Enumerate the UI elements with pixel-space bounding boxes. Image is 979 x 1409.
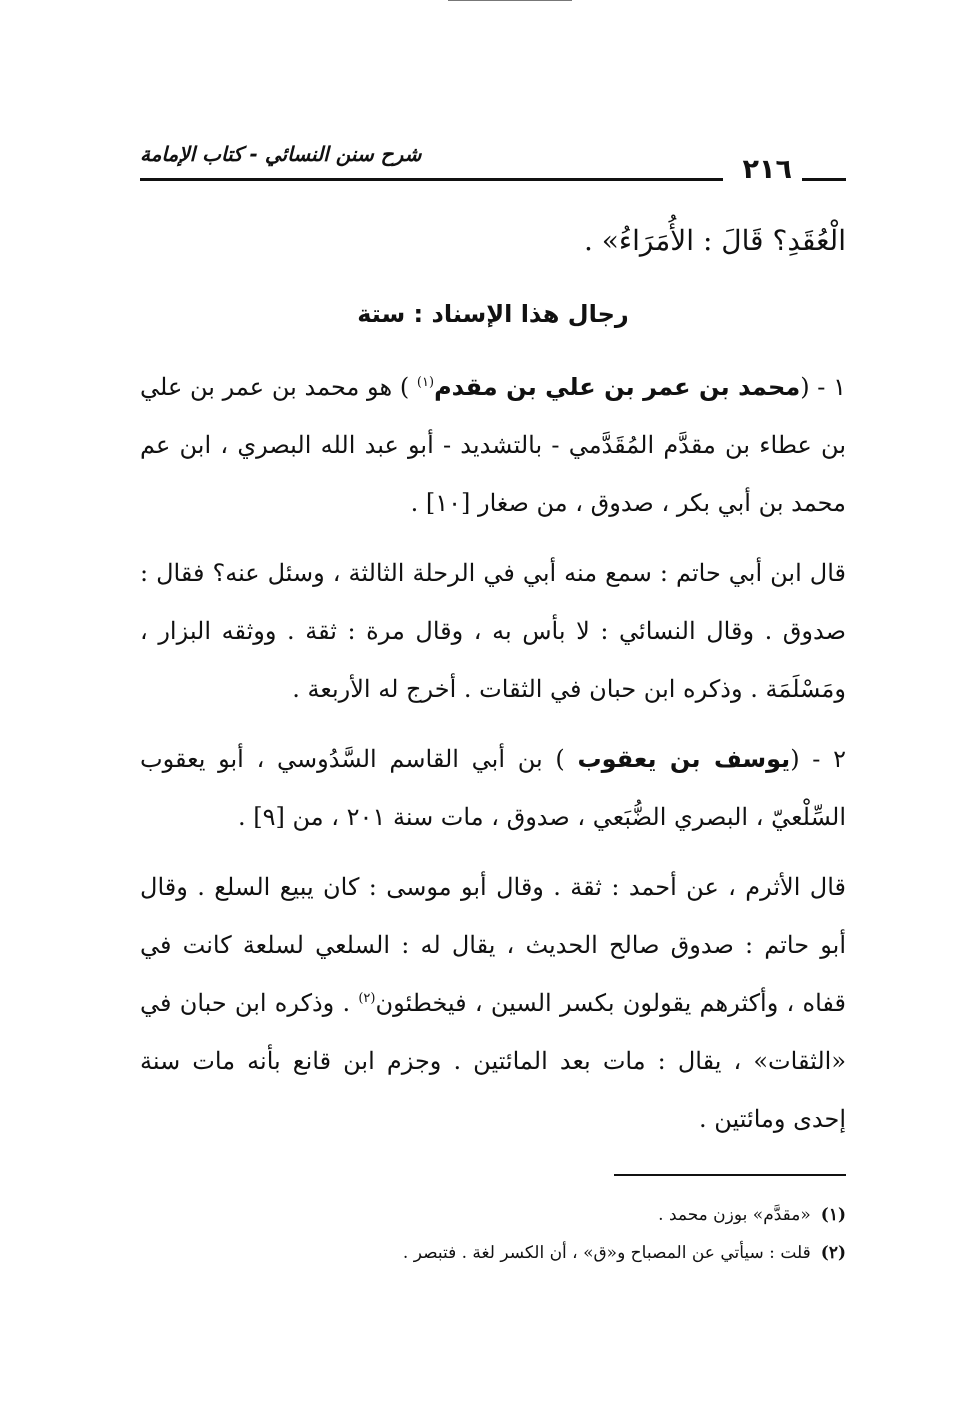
header-rule [140, 178, 723, 181]
footnote-text: «مقدَّم» بوزن محمد . [658, 1205, 811, 1225]
narrator-entry-1 [140, 358, 846, 532]
entry-text: ) هو محمد بن عمر بن علي بن عطاء بن مقدَّم المُقَدَّمي - بالتشديد - أبو عبد الله البصري ، ابن عم محمد بن أبي بكر ، صدوق ، من صغار [١٠] . [140, 373, 846, 517]
narrator-entry-1-grading: قال ابن أبي حاتم : سمع منه أبي في الرحلة الثالثة ، وسئل عنه؟ فقال : صدوق . وقال النسائي : لا بأس به ، وقال مرة : ثقة . ووثقه البزار ، ومَسْلَمَة . وذكره ابن حبان في الثقات . أخرج له الأربعة . [140, 559, 846, 703]
entry-text: قال الأثرم ، عن أحمد : ثقة . وقال أبو موسى : كان يبيع السلع . وقال أبو حاتم : صدوق صالح الحديث ، يقال له : السلعي لسلعة كانت في قفاه ، وأكثرهم يقولون بكسر السين ، فيخطئون [140, 873, 846, 1017]
entry-text: ) بن أبي القاسم السَّدُوسي ، أبو يعقوب السِّلْعيّ ، البصري الضُّبَعي ، صدوق ، مات سنة ٢٠١ ، من [٩] . [140, 745, 846, 831]
top-edge-rule [448, 0, 572, 1]
continuation-line: الْعُقَدِ؟ قَالَ : الأُمَرَاءُ» . [583, 224, 846, 257]
narrator-entry-2 [140, 730, 846, 846]
footnote-2 [140, 1234, 846, 1272]
entry-number: ٢ - ( [790, 745, 846, 773]
page-header [140, 140, 846, 190]
footnote-number: (١) [820, 1205, 846, 1225]
footnote-1 [140, 1196, 846, 1234]
narrator-name: محمد بن عمر بن علي بن مقدم [434, 373, 801, 401]
footnote-rule [614, 1174, 846, 1176]
footnotes [140, 1196, 846, 1272]
entry-number: ١ - ( [800, 373, 847, 401]
footnote-text: قلت : سيأتي عن المصباح و«ق» ، أن الكسر لغة . فتبصر . [402, 1243, 811, 1263]
footnote-marker: (١) [416, 375, 435, 390]
footnote-number: (٢) [820, 1243, 846, 1263]
narrator-entry-2-grading [140, 858, 846, 1148]
page-number: ٢١٦ [742, 154, 792, 185]
running-title: شرح سنن النسائي - كتاب الإمامة [140, 142, 422, 166]
footnote-marker: (٢) [358, 991, 376, 1006]
page-number-dash [802, 178, 846, 181]
section-heading: رجال هذا الإسناد : ستة [357, 300, 629, 328]
narrator-name: يوسف بن يعقوب [577, 745, 791, 773]
entry-text: . وذكره ابن حبان في «الثقات» ، يقال : مات بعد المائتين . وجزم ابن قانع بأنه مات سنة إحدى ومائتين . [140, 989, 846, 1133]
